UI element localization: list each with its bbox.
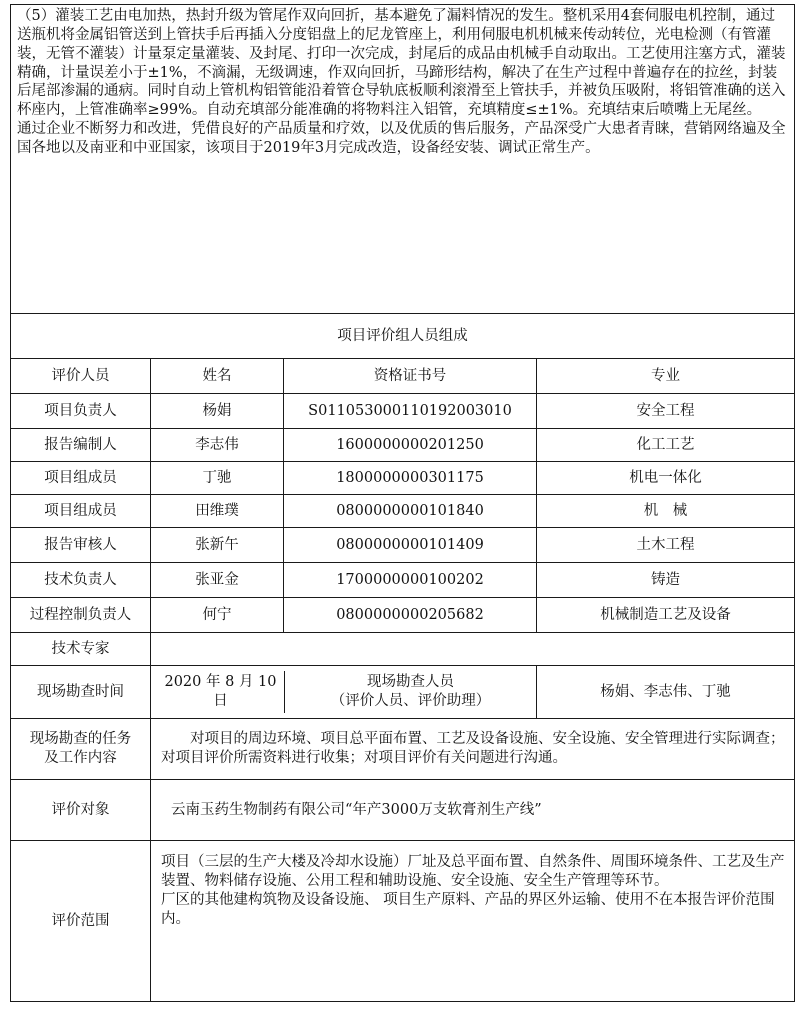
header-cert: 资格证书号 [284,359,537,394]
tasks-label-line2: 及工作内容 [44,750,117,766]
header-name: 姓名 [151,359,284,394]
member-major: 铸造 [537,563,795,598]
survey-staff-label-line1: 现场勘查人员 [367,674,454,691]
member-name: 何宁 [151,598,284,633]
member-role: 项目组成员 [11,495,151,528]
survey-time-cell [151,666,537,719]
member-name: 张新午 [151,528,284,563]
member-role: 报告编制人 [11,429,151,462]
scope-paragraph-excluded: 厂区的其他建构筑物及设备设施、 项目生产原料、产品的界区外运输、使用不在本报告评价范围内。 [161,891,775,927]
survey-row [11,666,795,719]
member-cert: 1800000000301175 [284,462,537,495]
team-section-title: 项目评价组人员组成 [11,314,795,359]
member-role: 技术负责人 [11,563,151,598]
expert-row [11,633,795,666]
member-name: 李志伟 [151,429,284,462]
member-major: 安全工程 [537,394,795,429]
member-name: 杨娟 [151,394,284,429]
member-cert: 0800000000205682 [284,598,537,633]
team-row [11,495,795,528]
member-role: 项目负责人 [11,394,151,429]
member-major: 化工工艺 [537,429,795,462]
team-row [11,394,795,429]
scope-value [151,841,795,1002]
member-name: 田维璞 [151,495,284,528]
team-row [11,598,795,633]
evaluation-table [10,4,795,1002]
member-major: 机械制造工艺及设备 [537,598,795,633]
team-row [11,462,795,495]
survey-time-label: 现场勘查时间 [11,666,151,719]
team-row [11,429,795,462]
company-paragraph: 通过企业不断努力和改进，凭借良好的产品质量和疗效，以及优质的售后服务，产品深受广大患者青睐，营销网络遍及全国各地以及南亚和中亚国家，该项目于2019年3月完成改造，设备经安装、调试正常生产。 [17,121,786,156]
member-cert: 1700000000100202 [284,563,537,598]
tasks-value: 对项目的周边环境、项目总平面布置、工艺及设备设施、安全设施、安全管理进行实际调查；对项目评价所需资料进行收集；对项目评价有关问题进行沟通。 [151,719,795,780]
member-cert: 0800000000101409 [284,528,537,563]
header-major: 专业 [537,359,795,394]
tasks-row [11,719,795,780]
survey-staff-label [284,671,536,713]
target-value: 云南玉药生物制药有限公司“年产3000万支软膏剂生产线” [151,780,795,841]
member-cert: 0800000000101840 [284,495,537,528]
member-cert: 1600000000201250 [284,429,537,462]
expert-value [151,633,795,666]
member-major: 机电一体化 [537,462,795,495]
target-row [11,780,795,841]
scope-label: 评价范围 [11,841,151,1002]
target-label: 评价对象 [11,780,151,841]
survey-staff-value: 杨娟、李志伟、丁驰 [537,666,795,719]
team-header-row [11,359,795,394]
process-paragraph: （5）灌装工艺由电加热，热封升级为管尾作双向回折，基本避免了漏料情况的发生。整机采用4套伺服电机控制，通过送瓶机将金属铝管送到上管扶手后再插入分度铝盘上的尼龙管座上，利用伺服电机机械来传动转位，光电检测（有管灌装，无管不灌装）计量泵定量灌装、及封尾、打印一次完成，封尾后的成品由机械手自动取出。工艺使用注塞方式，灌装精确，计量误差小于±1%，不滴漏，无级调速，作双向回折，马蹄形结构，解决了在生产过程中普遍存在的拉丝，封装后尾部渗漏的通病。同时自动上管机构铝管能沿着管仓导轨底板顺利滚滑至上管扶手，并被负压吸附，将铝管准确的送入杯座内，上管准确率≥99%。自动充填部分能准确的将物料注入铝管，充填精度≤±1%。充填结束后喷嘴上无尾丝。 [17,8,786,119]
member-major: 机 械 [537,495,795,528]
member-cert: S011053000110192003010 [284,394,537,429]
header-role: 评价人员 [11,359,151,394]
member-name: 丁驰 [151,462,284,495]
tasks-label [11,719,151,780]
survey-time-value: 2020 年 8 月 10 日 [164,674,277,709]
tasks-label-line1: 现场勘查的任务 [29,731,132,748]
survey-staff-label-line2: （评价人员、评价助理） [330,693,491,709]
member-role: 过程控制负责人 [11,598,151,633]
scope-paragraph-included: 项目（三层的生产大楼及冷却水设施）厂址及总平面布置、自然条件、周围环境条件、工艺及生产装置、物料储存设施、公用工程和辅助设施、安全设施、安全生产管理等环节。 [161,854,785,889]
scope-row [11,841,795,1002]
member-role: 报告审核人 [11,528,151,563]
member-major: 土木工程 [537,528,795,563]
member-name: 张亚金 [151,563,284,598]
process-description [11,5,795,314]
member-role: 项目组成员 [11,462,151,495]
team-row [11,528,795,563]
team-row [11,563,795,598]
expert-label: 技术专家 [11,633,151,666]
